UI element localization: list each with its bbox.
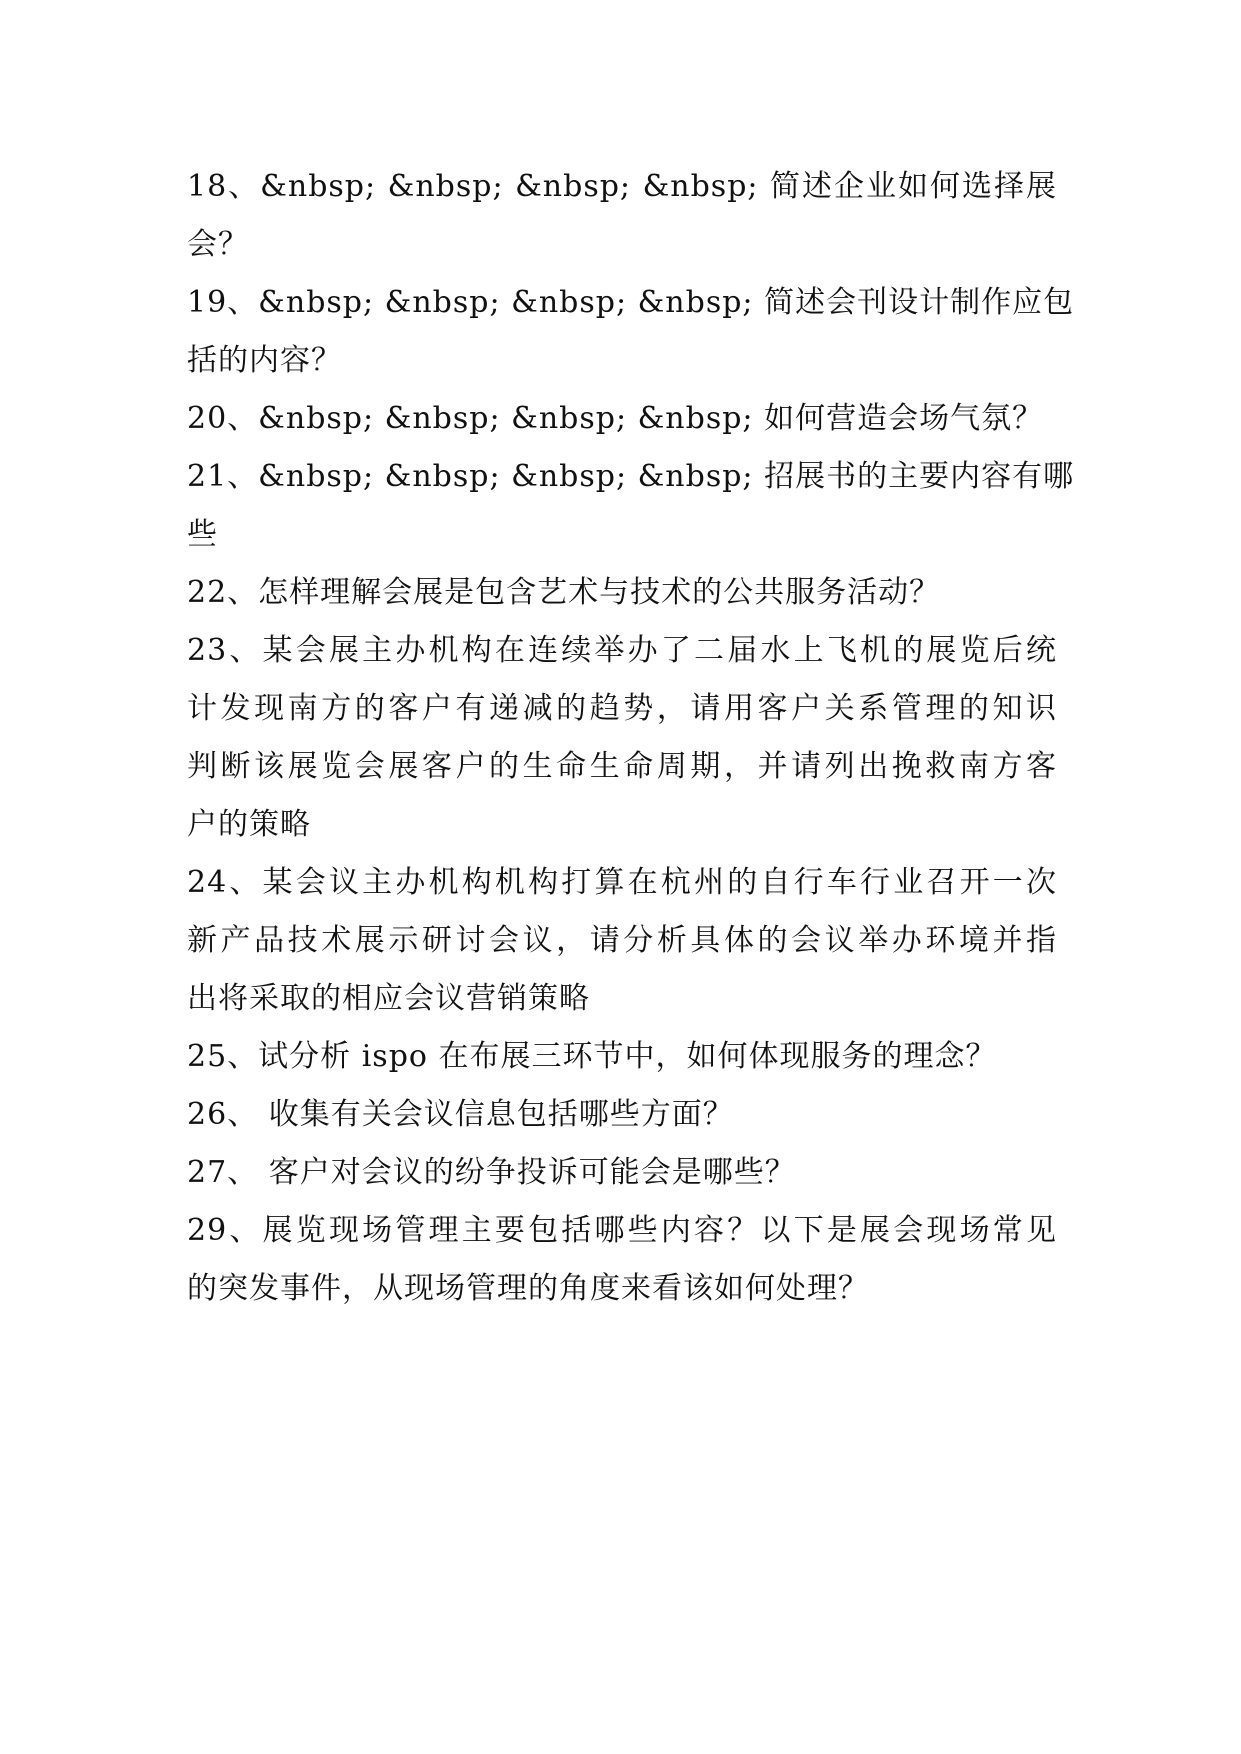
question-item — [187, 448, 1075, 564]
question-line: 22、怎样理解会展是包含艺术与技术的公共服务活动？ — [187, 575, 941, 610]
question-line: 出将采取的相应会议营销策略 — [187, 981, 590, 1016]
question-item — [187, 158, 1057, 274]
question-item — [187, 1086, 1057, 1144]
question-item — [187, 854, 1057, 1028]
question-list — [187, 158, 1075, 1318]
question-line: 23、某会展主办机构在连续举办了二届水上飞机的展览后统 — [187, 633, 1057, 668]
question-line: 计发现南方的客户有递减的趋势，请用客户关系管理的知识 — [187, 691, 1057, 726]
question-line: 18、&nbsp; &nbsp; &nbsp; &nbsp; 简述企业如何选择展 — [187, 169, 1057, 204]
question-item — [187, 1202, 1057, 1318]
question-line: 26、 收集有关会议信息包括哪些方面？ — [187, 1097, 734, 1132]
question-item — [187, 390, 1057, 448]
question-line: 判断该展览会展客户的生命生命周期，并请列出挽救南方客 — [187, 749, 1057, 784]
question-line: 新产品技术展示研讨会议，请分析具体的会议举办环境并指 — [187, 923, 1057, 958]
question-line: 19、&nbsp; &nbsp; &nbsp; &nbsp; 简述会刊设计制作应包 — [187, 285, 1075, 320]
question-item — [187, 1144, 1057, 1202]
question-item — [187, 274, 1075, 390]
question-item — [187, 564, 1057, 622]
question-line: 21、&nbsp; &nbsp; &nbsp; &nbsp; 招展书的主要内容有哪 — [187, 459, 1075, 494]
question-line: 24、某会议主办机构机构打算在杭州的自行车行业召开一次 — [187, 865, 1057, 900]
question-line: 的突发事件，从现场管理的角度来看该如何处理？ — [187, 1271, 869, 1306]
question-line: 会？ — [187, 227, 249, 262]
question-line: 27、 客户对会议的纷争投诉可能会是哪些？ — [187, 1155, 796, 1190]
question-line: 括的内容？ — [187, 343, 342, 378]
question-line: 20、&nbsp; &nbsp; &nbsp; &nbsp; 如何营造会场气氛？ — [187, 401, 1044, 436]
question-line: 户的策略 — [187, 807, 311, 842]
question-item — [187, 1028, 1057, 1086]
question-line: 些 — [187, 517, 218, 552]
question-item — [187, 622, 1057, 854]
question-line: 29、展览现场管理主要包括哪些内容？以下是展会现场常见 — [187, 1213, 1057, 1248]
question-line: 25、试分析 ispo 在布展三环节中，如何体现服务的理念？ — [187, 1039, 997, 1074]
